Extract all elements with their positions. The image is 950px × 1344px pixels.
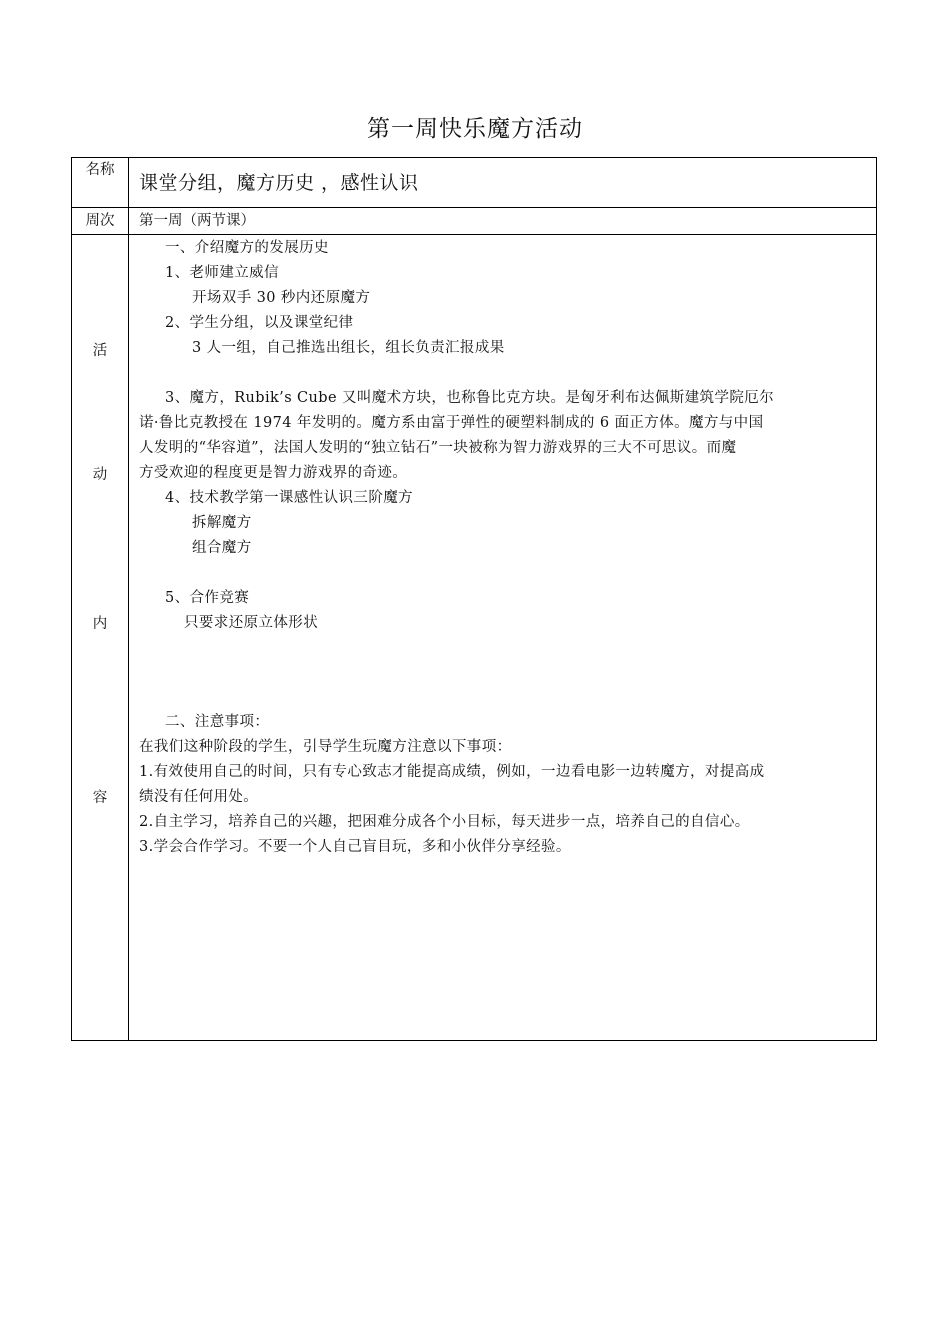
content-label-char: 活 (92, 343, 108, 359)
paragraph-line: 人发明的“华容道”，法国人发明的“独立钻石”一块被称为智力游戏界的三大不可思议。而魔 (139, 440, 737, 456)
notice-intro: 在我们这种阶段的学生，引导学生玩魔方注意以下事项： (139, 739, 512, 755)
content-label-char: 容 (92, 790, 108, 806)
list-subitem: 开场双手 30 秒内还原魔方 (192, 290, 371, 306)
list-item: 5、合作竞赛 (165, 590, 250, 606)
paragraph-line: 3、魔方，Rubik’s Cube 又叫魔术方块，也称鲁比克方块。是匈牙利布达佩斯建筑学院厄尔 (165, 390, 775, 406)
notice-item: 2.自主学习，培养自己的兴趣，把困难分成各个小目标，每天进步一点，培养自己的自信心。 (139, 814, 750, 830)
content-row (72, 235, 877, 1041)
notice-item: 1.有效使用自己的时间，只有专心致志才能提高成绩，例如，一边看电影一边转魔方，对提高成 (139, 764, 765, 780)
week-label: 周次 (72, 208, 129, 235)
list-subitem: 拆解魔方 (192, 515, 252, 531)
list-item: 2、学生分组，以及课堂纪律 (165, 315, 354, 331)
name-value: 课堂分组，魔方历史 ，感性认识 (129, 158, 877, 208)
paragraph-line: 诺·鲁比克教授在 1974 年发明的。魔方系由富于弹性的硬塑料制成的 6 面正方体。魔方与中国 (139, 415, 764, 431)
list-subitem: 组合魔方 (192, 540, 252, 556)
content-label-char: 动 (92, 467, 108, 483)
list-subitem: 只要求还原立体形状 (184, 615, 319, 631)
notice-item: 3.学会合作学习。不要一个人自己盲目玩，多和小伙伴分享经验。 (139, 839, 571, 855)
content-label (72, 235, 129, 1041)
activity-table (71, 157, 877, 1041)
page-title: 第一周快乐魔方活动 (367, 116, 583, 142)
list-item: 4、技术教学第一课感性认识三阶魔方 (165, 490, 414, 506)
section-heading: 二、注意事项： (165, 714, 270, 730)
week-value: 第一周（两节课） (129, 208, 877, 235)
content-cell (129, 235, 877, 1041)
list-item: 1、老师建立威信 (165, 265, 279, 281)
notice-item: 绩没有任何用处。 (139, 789, 259, 805)
paragraph-line: 方受欢迎的程度更是智力游戏界的奇迹。 (139, 465, 408, 481)
section-heading: 一、介绍魔方的发展历史 (165, 240, 329, 256)
name-label: 名称 (72, 158, 129, 208)
week-row (72, 208, 877, 235)
list-subitem: 3 人一组，自己推选出组长，组长负责汇报成果 (192, 340, 505, 356)
content-label-char: 内 (92, 616, 108, 632)
name-row (72, 158, 877, 208)
